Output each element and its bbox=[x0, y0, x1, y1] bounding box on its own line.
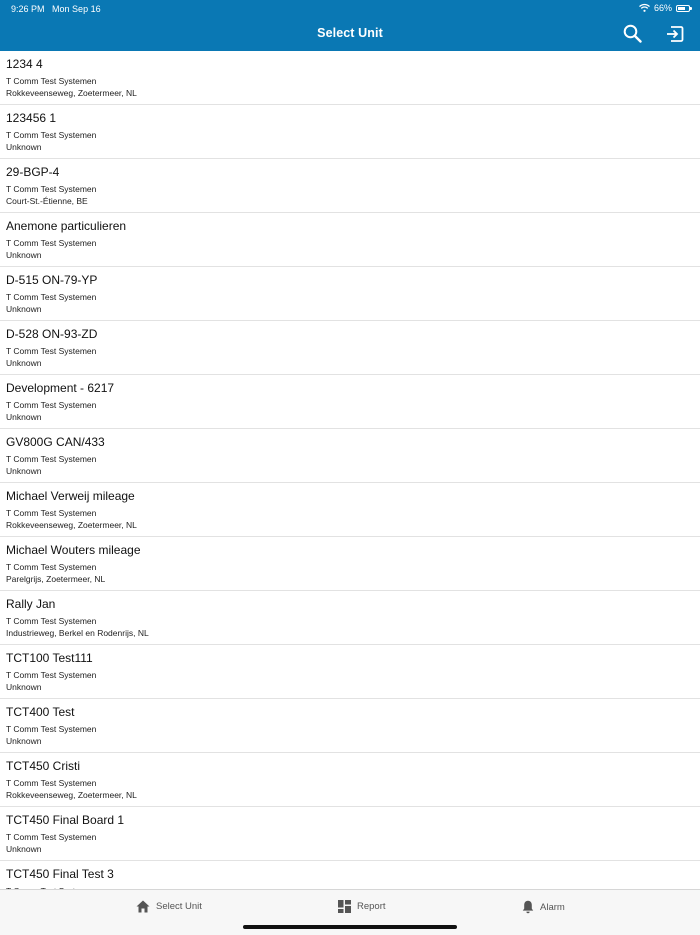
unit-company: T Comm Test Systemen bbox=[6, 670, 97, 680]
tab-alarm[interactable] bbox=[522, 900, 565, 914]
tab-report-label: Report bbox=[357, 901, 386, 912]
unit-row[interactable] bbox=[0, 213, 700, 267]
logout-button[interactable] bbox=[664, 23, 686, 45]
header-bar bbox=[0, 0, 700, 51]
home-icon bbox=[136, 900, 150, 913]
unit-name: 123456 1 bbox=[6, 111, 57, 125]
unit-name: Development - 6217 bbox=[6, 381, 115, 395]
logout-icon bbox=[664, 23, 686, 45]
unit-company: T Comm Test Systemen bbox=[6, 778, 97, 788]
unit-company: T Comm Test Systemen bbox=[6, 724, 97, 734]
unit-row[interactable] bbox=[0, 51, 700, 105]
unit-name: D-515 ON-79-YP bbox=[6, 273, 98, 287]
unit-location: Unknown bbox=[6, 736, 42, 746]
unit-company: T Comm Test Systemen bbox=[6, 832, 97, 842]
unit-company: T Comm Test Systemen bbox=[6, 76, 97, 86]
tab-select-unit-label: Select Unit bbox=[156, 901, 202, 912]
tab-alarm-label: Alarm bbox=[540, 901, 565, 913]
tab-select-unit[interactable] bbox=[136, 900, 202, 913]
unit-name: 29-BGP-4 bbox=[6, 165, 60, 179]
unit-location: Unknown bbox=[6, 844, 42, 854]
unit-row[interactable] bbox=[0, 159, 700, 213]
unit-company: T Comm Test Systemen bbox=[6, 346, 97, 356]
status-date: Mon Sep 16 bbox=[52, 4, 101, 14]
unit-name: TCT450 Cristi bbox=[6, 759, 81, 773]
unit-list[interactable] bbox=[0, 51, 700, 889]
unit-name: Michael Verweij mileage bbox=[6, 489, 135, 503]
unit-row[interactable] bbox=[0, 105, 700, 159]
unit-company: T Comm Test Systemen bbox=[6, 508, 97, 518]
unit-row[interactable] bbox=[0, 267, 700, 321]
unit-name: Anemone particulieren bbox=[6, 219, 127, 233]
status-clock: 9:26 PM bbox=[11, 4, 45, 14]
status-bar bbox=[0, 0, 700, 17]
unit-location: Rokkeveenseweg, Zoetermeer, NL bbox=[6, 520, 137, 530]
unit-name: TCT400 Test bbox=[6, 705, 75, 719]
status-time bbox=[11, 4, 101, 14]
unit-row[interactable] bbox=[0, 375, 700, 429]
unit-row[interactable] bbox=[0, 699, 700, 753]
unit-location: Unknown bbox=[6, 682, 42, 692]
unit-location: Unknown bbox=[6, 466, 42, 476]
dashboard-icon bbox=[338, 900, 351, 913]
page-title: Select Unit bbox=[317, 26, 383, 40]
unit-location: Industrieweg, Berkel en Rodenrijs, NL bbox=[6, 628, 149, 638]
unit-row[interactable] bbox=[0, 753, 700, 807]
search-icon bbox=[622, 23, 644, 45]
status-right bbox=[639, 3, 690, 13]
unit-location: Unknown bbox=[6, 142, 42, 152]
unit-location: Rokkeveenseweg, Zoetermeer, NL bbox=[6, 790, 137, 800]
unit-location: Unknown bbox=[6, 412, 42, 422]
unit-name: Rally Jan bbox=[6, 597, 56, 611]
battery-fill bbox=[678, 7, 685, 10]
unit-company: T Comm Test Systemen bbox=[6, 454, 97, 464]
wifi-icon bbox=[639, 4, 650, 12]
battery-percent: 66% bbox=[653, 3, 672, 13]
home-indicator bbox=[243, 925, 457, 929]
bell-icon bbox=[522, 900, 534, 914]
search-button[interactable] bbox=[622, 23, 644, 45]
unit-company: T Comm Test Systemen bbox=[6, 184, 97, 194]
unit-location: Parelgrijs, Zoetermeer, NL bbox=[6, 574, 106, 584]
unit-location: Rokkeveenseweg, Zoetermeer, NL bbox=[6, 88, 137, 98]
unit-name: 1234 4 bbox=[6, 57, 43, 71]
unit-company: T Comm Test Systemen bbox=[6, 400, 97, 410]
unit-name: D-528 ON-93-ZD bbox=[6, 327, 98, 341]
unit-name: GV800G CAN/433 bbox=[6, 435, 105, 449]
unit-company: T Comm Test Systemen bbox=[6, 130, 97, 140]
tab-report[interactable] bbox=[338, 900, 386, 913]
unit-row[interactable] bbox=[0, 321, 700, 375]
unit-company: T Comm Test Systemen bbox=[6, 616, 97, 626]
unit-location: Unknown bbox=[6, 304, 42, 314]
unit-row[interactable] bbox=[0, 483, 700, 537]
unit-name: TCT100 Test111 bbox=[6, 651, 93, 665]
unit-row[interactable] bbox=[0, 645, 700, 699]
unit-company: T Comm Test Systemen bbox=[6, 292, 97, 302]
unit-company: T Comm Test Systemen bbox=[6, 238, 97, 248]
unit-name: TCT450 Final Test 3 bbox=[6, 867, 114, 881]
unit-company: T Comm Test Systemen bbox=[6, 562, 97, 572]
unit-name: Michael Wouters mileage bbox=[6, 543, 141, 557]
unit-row[interactable] bbox=[0, 537, 700, 591]
battery-icon bbox=[676, 5, 690, 12]
unit-location: Unknown bbox=[6, 250, 42, 260]
unit-location: Court-St.-Étienne, BE bbox=[6, 196, 88, 206]
unit-row[interactable] bbox=[0, 591, 700, 645]
unit-row[interactable] bbox=[0, 807, 700, 861]
unit-row[interactable] bbox=[0, 429, 700, 483]
unit-location: Unknown bbox=[6, 358, 42, 368]
unit-name: TCT450 Final Board 1 bbox=[6, 813, 125, 827]
